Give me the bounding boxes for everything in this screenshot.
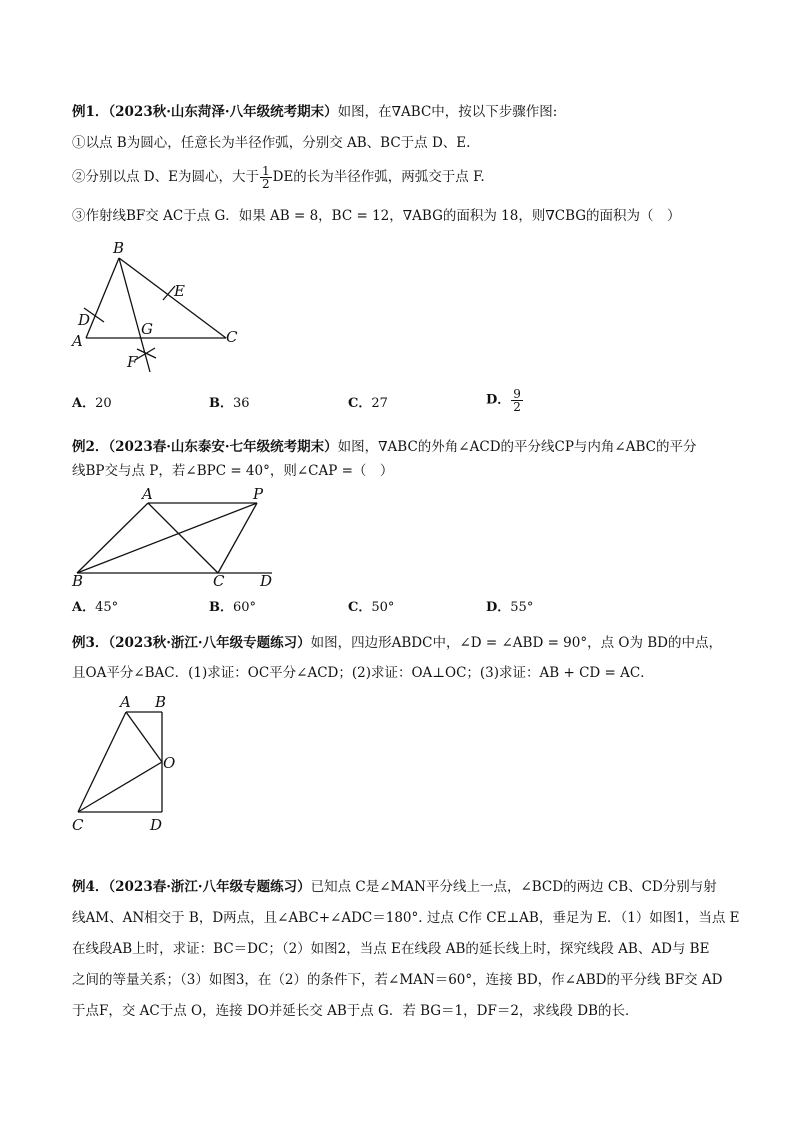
ex1-option-b[interactable] <box>209 396 250 412</box>
ex3-segment-ao <box>126 712 162 762</box>
ex1-line-1 <box>72 103 557 121</box>
option-value: 60° <box>233 600 257 615</box>
ex3-segment-co <box>78 762 162 812</box>
ex1-label-f: F <box>127 353 138 371</box>
ex3-label-d: D <box>150 816 163 834</box>
ex1-label-a: A <box>72 332 83 350</box>
ex4-heading: 例4．（2023春·浙江·八年级专题练习） <box>72 879 311 895</box>
ex1-label-b: B <box>113 239 125 257</box>
ex1-intro: 如图，在∇ABC中，按以下步骤作图: <box>337 104 558 120</box>
ex1-step-2-pre: ②分别以点 D、E为圆心，大于 <box>72 169 259 185</box>
ex1-option-a[interactable] <box>72 396 112 412</box>
ex2-label-c: C <box>213 572 225 590</box>
ex4-line-1 <box>72 878 717 896</box>
ex2-line-2: 线BP交与点 P，若∠BPC = 40°，则∠CAP =（ ） <box>72 463 394 479</box>
ex2-segment-ac <box>148 503 218 573</box>
ex4-line-5: 于点F，交 AC于点 O，连接 DO并延长交 AB于点 G．若 BG＝1，DF＝2，求线段 DB的长． <box>72 1003 639 1019</box>
option-letter: C． <box>348 396 372 411</box>
ex2-text-1: 如图，∇ABC的外角∠ACD的平分线CP与内角∠ABC的平分 <box>337 439 697 455</box>
ex2-label-a: A <box>142 485 153 503</box>
ex1-arc-mark-f2 <box>137 349 156 358</box>
ex1-ray-bf <box>119 258 150 372</box>
option-letter: B． <box>209 600 233 615</box>
ex2-option-a[interactable] <box>72 600 118 616</box>
ex2-option-b[interactable] <box>209 600 256 616</box>
ex3-heading: 例3．（2023秋·浙江·八年级专题练习） <box>72 635 311 651</box>
ex2-segment-ba <box>77 503 148 573</box>
option-value: 45° <box>95 600 119 615</box>
ex3-line-2: 且OA平分∠BAC．(1)求证：OC平分∠ACD；(2)求证：OA⊥OC；(3)求证：AB + CD = AC． <box>72 665 654 681</box>
option-letter: D． <box>486 600 511 615</box>
ex2-heading: 例2．（2023春·山东泰安·七年级统考期末） <box>72 439 338 455</box>
ex3-label-a: A <box>120 693 131 711</box>
option-value: 55° <box>510 600 534 615</box>
ex2-label-p: P <box>253 485 264 503</box>
ex1-step-3: ③作射线BF交 AC于点 G．如果 AB = 8，BC = 12，∇ABG的面积为 18，则∇CBG的面积为（ ） <box>72 208 681 224</box>
ex1-step-2-post: DE的长为半径作弧，两弧交于点 F. <box>272 169 485 185</box>
ex1-arc-mark-e <box>163 286 175 300</box>
ex3-text-1: 如图，四边形ABDC中，∠D = ∠ABD = 90°，点 O为 BD的中点， <box>310 635 722 651</box>
ex1-segment-bc <box>119 258 226 338</box>
ex2-option-c[interactable] <box>348 600 394 616</box>
option-value: 50° <box>371 600 395 615</box>
ex3-segment-ac <box>78 712 126 812</box>
ex1-arc-mark-d <box>84 308 104 322</box>
ex1-fraction-den: 2 <box>261 177 270 191</box>
ex1-step-2 <box>72 165 485 190</box>
option-value: 27 <box>371 396 388 411</box>
option-value: 20 <box>95 396 112 411</box>
ex4-line-2: 线AM、AN相交于 B，D两点，且∠ABC+∠ADC＝180°. 过点 C作 CE⊥AB，垂足为 E．（1）如图1，当点 E <box>72 910 740 926</box>
option-letter: D． <box>486 392 511 408</box>
option-letter: A． <box>72 600 96 615</box>
option-fraction-num: 9 <box>513 387 521 401</box>
ex4-line-4: 之间的等量关系；（3）如图3，在（2）的条件下，若∠MAN＝60°，连接 BD，作∠ABD的平分线 BF交 AD <box>72 972 723 988</box>
ex1-fraction-half <box>260 165 272 190</box>
ex3-line-1 <box>72 634 722 652</box>
ex2-segment-cp <box>218 503 257 573</box>
option-letter: B． <box>209 396 233 411</box>
ex4-line-3: 在线段AB上时，求证：BC＝DC；（2）如图2，当点 E在线段 AB的延长线上时，探究线段 AB、AD与 BE <box>72 941 710 957</box>
ex3-label-o: O <box>163 754 176 772</box>
ex1-label-d: D <box>78 311 91 329</box>
ex1-fraction-num: 1 <box>261 164 270 178</box>
ex2-label-b: B <box>72 572 84 590</box>
ex2-line-1 <box>72 438 697 456</box>
option-letter: A． <box>72 396 96 411</box>
option-value: 36 <box>233 396 250 411</box>
ex2-segment-bp <box>77 503 257 573</box>
option-letter: C． <box>348 600 372 615</box>
option-fraction <box>511 388 523 413</box>
ex1-label-g: G <box>141 320 153 338</box>
ex3-label-b: B <box>155 693 167 711</box>
ex3-label-c: C <box>72 816 84 834</box>
ex2-label-d: D <box>260 572 273 590</box>
ex4-text-1: 已知点 C是∠MAN平分线上一点，∠BCD的两边 CB、CD分别与射 <box>310 879 717 895</box>
ex1-option-c[interactable] <box>348 396 388 412</box>
ex1-label-e: E <box>174 282 185 300</box>
option-fraction-den: 2 <box>513 400 521 414</box>
ex1-label-c: C <box>226 328 238 346</box>
ex1-option-d[interactable] <box>486 388 524 413</box>
ex1-heading: 例1．（2023秋·山东菏泽·八年级统考期末） <box>72 104 338 120</box>
ex2-option-d[interactable] <box>486 600 533 616</box>
ex1-arc-mark-f1 <box>135 348 155 360</box>
ex1-segment-ab <box>86 258 119 338</box>
ex1-step-1: ①以点 B为圆心，任意长为半径作弧，分别交 AB、BC于点 D、E. <box>72 135 471 151</box>
